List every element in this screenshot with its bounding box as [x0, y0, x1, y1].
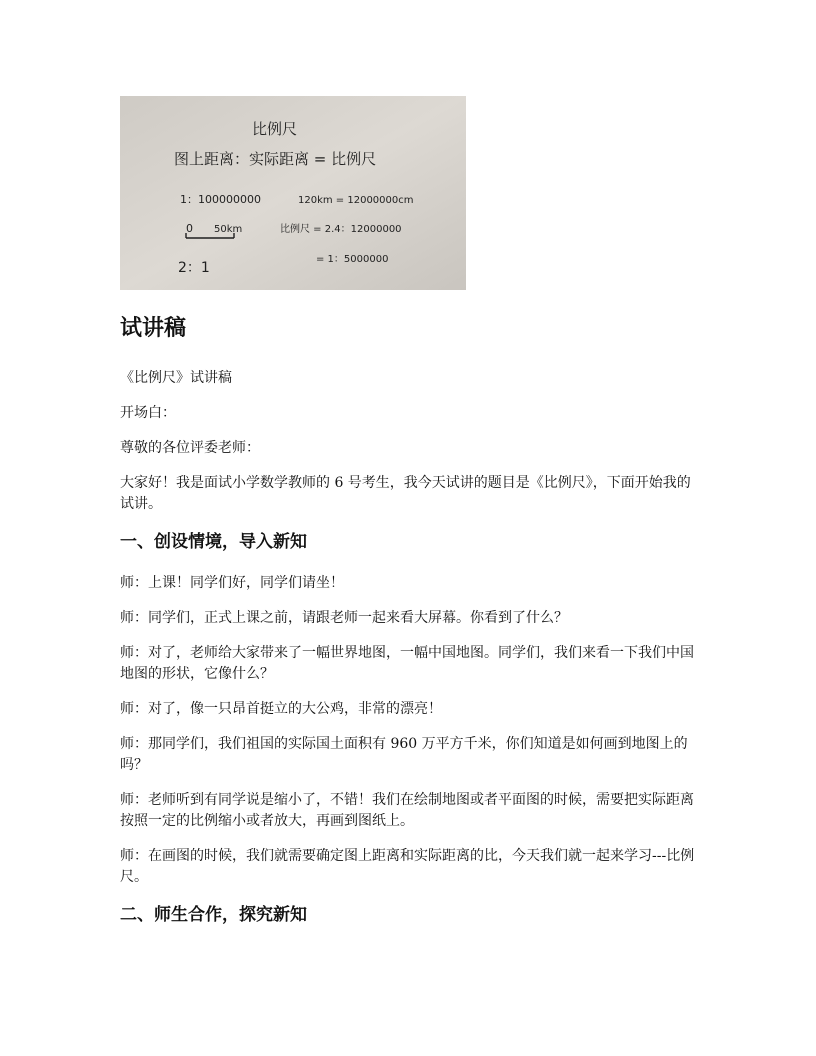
- section-1-paragraph: 师：老师听到有同学说是缩小了，不错！我们在绘制地图或者平面图的时候，需要把实际距离按照一定的比例缩小或者放大，再画到图纸上。: [120, 792, 694, 829]
- opening-label: 开场白：: [120, 405, 176, 421]
- document-subtitle: 《比例尺》试讲稿: [120, 370, 232, 386]
- section-1-paragraph: 师：上课！同学们好，同学们请坐！: [120, 575, 344, 591]
- handwritten-notes-photo: [120, 96, 466, 290]
- photo-bar-label: 50km: [214, 224, 243, 235]
- section-1-paragraph: 师：对了，老师给大家带来了一幅世界地图，一幅中国地图。同学们，我们来看一下我们中国地图的形状，它像什么？: [120, 645, 694, 682]
- document-heading: 试讲稿: [120, 316, 187, 341]
- photo-scale-right: 120km = 12000000cm: [298, 195, 414, 206]
- section-1-paragraph: 师：对了，像一只昂首挺立的大公鸡，非常的漂亮！: [120, 701, 442, 717]
- photo-result-right: = 1：5000000: [316, 254, 389, 265]
- section-2-heading: 二、师生合作，探究新知: [120, 905, 307, 925]
- intro-paragraph: 大家好！我是面试小学数学教师的 6 号考生，我今天试讲的题目是《比例尺》，下面开始我的试讲。: [120, 475, 691, 512]
- photo-ratio-left: 2：1: [178, 260, 210, 276]
- photo-bar-zero: 0: [186, 222, 193, 235]
- section-1-paragraph: 师：那同学们，我们祖国的实际国土面积有 960 万平方千米，你们知道是如何画到地图上的吗？: [120, 736, 688, 773]
- photo-calc-right: 比例尺 = 2.4：12000000: [280, 224, 402, 235]
- section-1-paragraph: 师：同学们，正式上课之前，请跟老师一起来看大屏幕。你看到了什么？: [120, 610, 568, 626]
- section-1-paragraph: 师：在画图的时候，我们就需要确定图上距离和实际距离的比，今天我们就一起来学习---比例尺。: [120, 848, 695, 885]
- photo-formula: 图上距离：实际距离 = 比例尺: [174, 150, 377, 168]
- greeting: 尊敬的各位评委老师：: [120, 440, 260, 456]
- section-1-heading: 一、创设情境，导入新知: [120, 532, 307, 552]
- photo-scale-left: 1：100000000: [180, 193, 261, 206]
- photo-title: 比例尺: [252, 120, 298, 138]
- document-body: [120, 312, 700, 946]
